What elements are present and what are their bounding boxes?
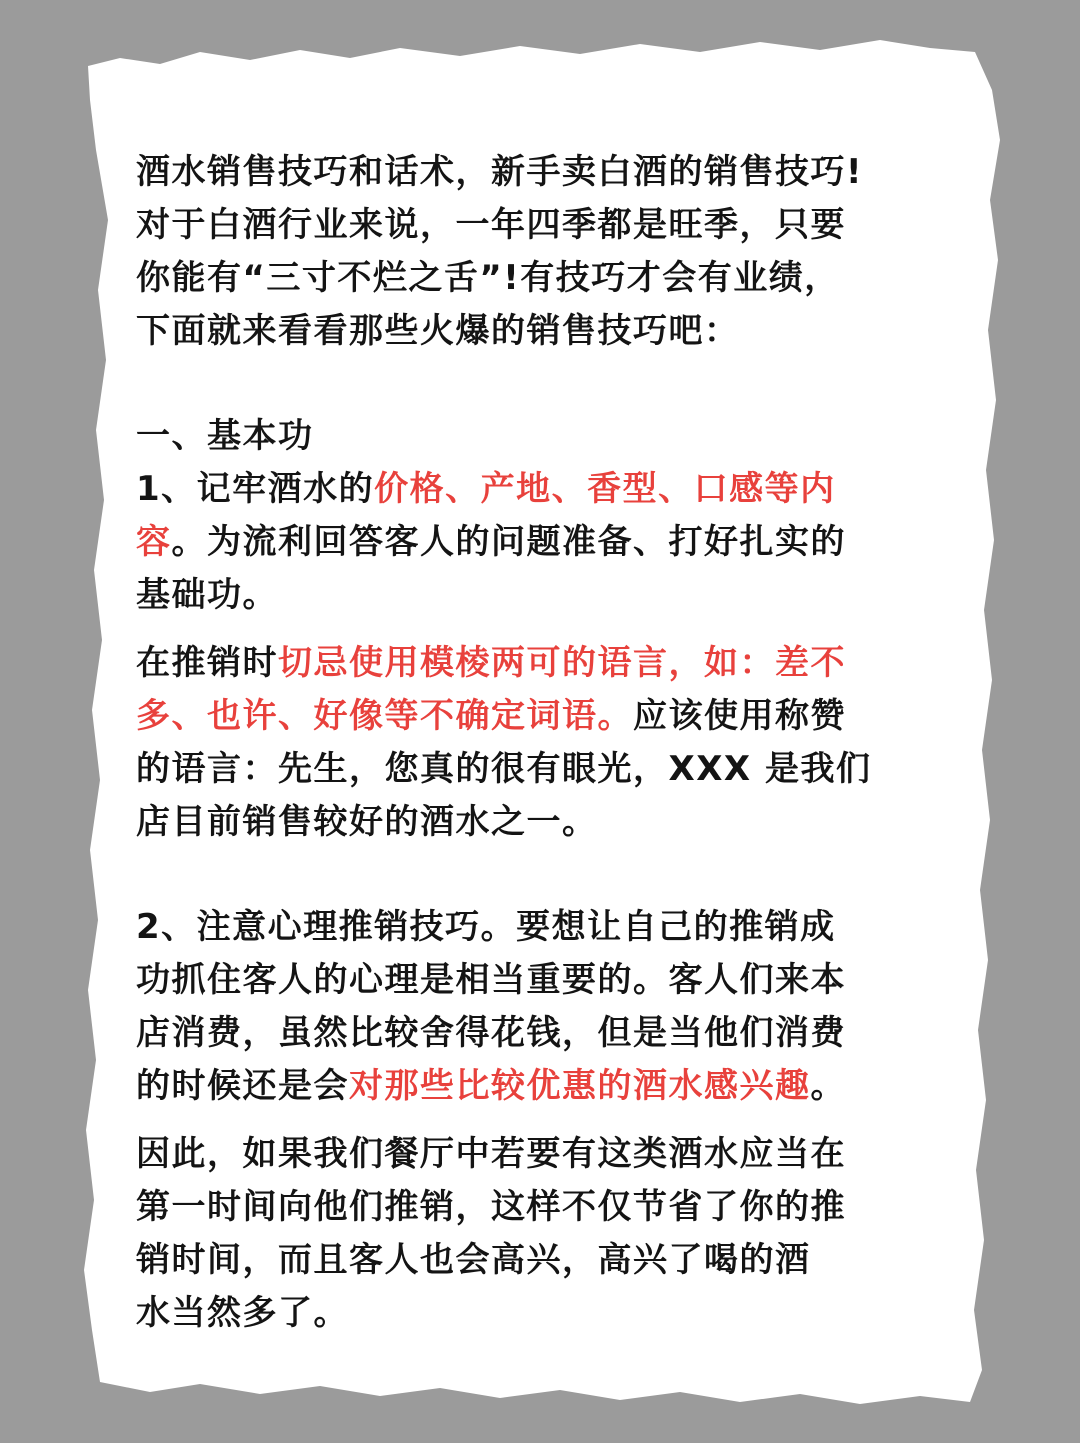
closing-line: 水当然多了。 <box>136 1293 349 1333</box>
highlight-text: 多、也许、好像等不确定词语。 <box>136 696 633 736</box>
closing-line: 因此，如果我们餐厅中若要有这类酒水应当在 <box>136 1134 846 1174</box>
section-title: 一、基本功 <box>136 416 314 456</box>
highlight-text: 价格、产地、香型、口感等内 <box>374 469 836 509</box>
tip-line4: 店目前销售较好的酒水之一。 <box>136 802 598 842</box>
intro-line: 下面就来看看那些火爆的销售技巧吧： <box>136 311 740 351</box>
tip-line3: 的语言：先生，您真的很有眼光，XXX 是我们 <box>136 749 872 789</box>
highlight-text: 对那些比较优惠的酒水感兴趣 <box>349 1066 811 1106</box>
point2-line3: 店消费，虽然比较舍得花钱，但是当他们消费 <box>136 1013 846 1053</box>
intro-line: 你能有“三寸不烂之舌”!有技巧才会有业绩， <box>136 258 840 298</box>
point1-line3: 基础功。 <box>136 575 278 615</box>
intro-line: 酒水销售技巧和话术，新手卖白酒的销售技巧! <box>136 152 864 192</box>
closing-line: 第一时间向他们推销，这样不仅节省了你的推 <box>136 1187 846 1227</box>
closing-line: 销时间，而且客人也会高兴，高兴了喝的酒 <box>136 1240 811 1280</box>
tip-line1: 在推销时切忌使用模棱两可的语言，如：差不 <box>136 643 846 683</box>
point1-line1: 1、记牢酒水的价格、产地、香型、口感等内 <box>136 469 836 509</box>
point2-line2: 功抓住客人的心理是相当重要的。客人们来本 <box>136 960 846 1000</box>
tip-line2: 多、也许、好像等不确定词语。应该使用称赞 <box>136 696 846 736</box>
point1-line2: 容。为流利回答客人的问题准备、打好扎实的 <box>136 522 846 562</box>
point2-line1: 2、注意心理推销技巧。要想让自己的推销成 <box>136 907 836 947</box>
article-body <box>136 146 956 1340</box>
highlight-text: 切忌使用模棱两可的语言，如：差不 <box>278 643 846 683</box>
intro-line: 对于白酒行业来说，一年四季都是旺季，只要 <box>136 205 846 245</box>
highlight-text: 容 <box>136 522 172 562</box>
point2-line4: 的时候还是会对那些比较优惠的酒水感兴趣。 <box>136 1066 846 1106</box>
